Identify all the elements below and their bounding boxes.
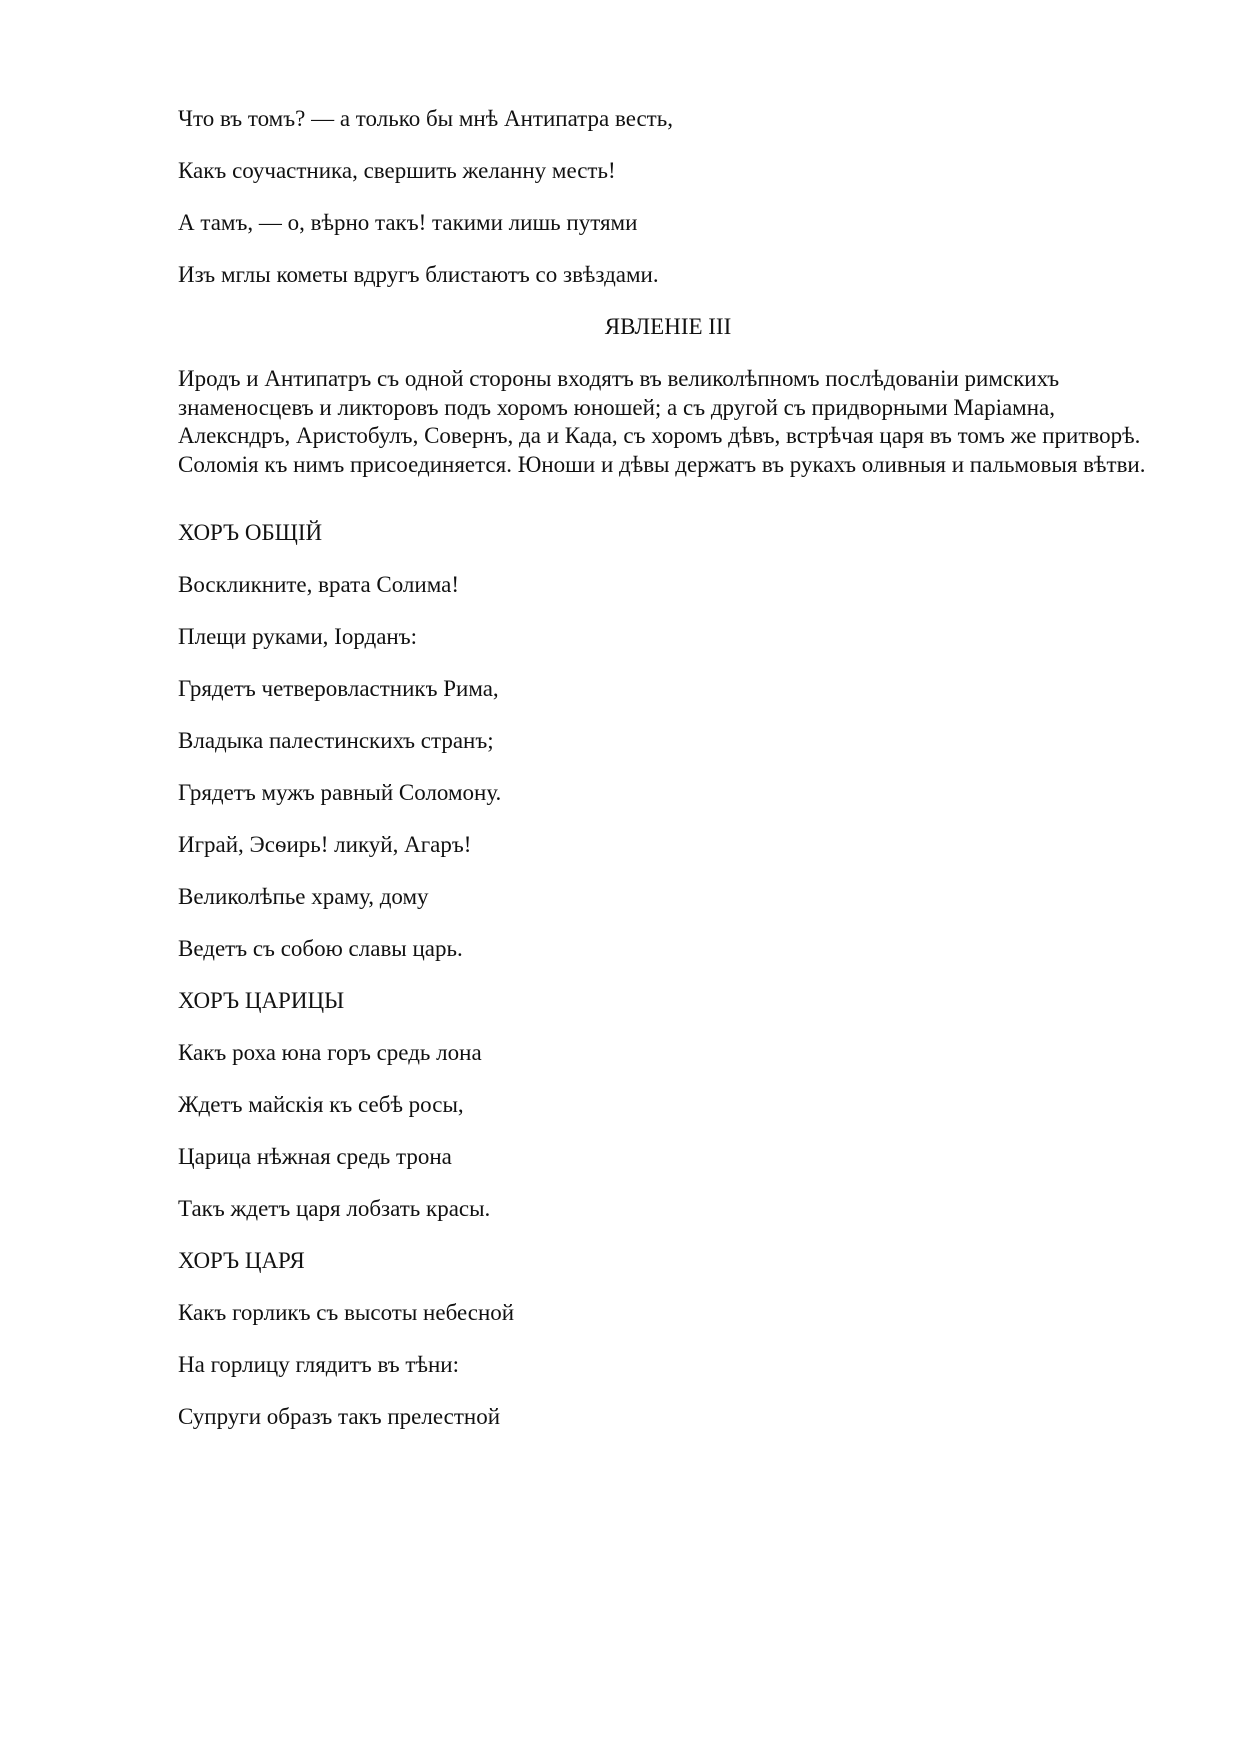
verse-line: Воскликните, врата Солима! xyxy=(178,572,459,597)
verse-line: На горлицу глядитъ въ тѣни: xyxy=(178,1352,459,1377)
verse-line: Ведетъ съ собою славы царь. xyxy=(178,936,463,961)
verse-line: Какъ роха юна горъ средь лона xyxy=(178,1040,482,1065)
chorus-queen-heading: ХОРЪ ЦАРИЦЫ xyxy=(178,988,345,1013)
verse-line: Грядетъ четверовластникъ Рима, xyxy=(178,676,499,701)
verse-line: Владыка палестинскихъ странъ; xyxy=(178,728,494,753)
verse-line: Играй, Эсѳирь! ликуй, Агаръ! xyxy=(178,832,472,857)
verse-line: Ждетъ майскiя къ себѣ росы, xyxy=(178,1092,464,1117)
verse-line: Плещи руками, Iорданъ: xyxy=(178,624,418,649)
verse-line: Великолѣпье храму, дому xyxy=(178,884,429,909)
verse-line: Грядетъ мужъ равный Соломону. xyxy=(178,780,502,805)
verse-line: Какъ соучастника, свершить желанну месть! xyxy=(178,158,616,183)
verse-line: Такъ ждетъ царя лобзать красы. xyxy=(178,1196,491,1221)
chorus-general-heading: ХОРЪ ОБЩIЙ xyxy=(178,520,323,545)
verse-line: Супруги образъ такъ прелестной xyxy=(178,1404,501,1429)
verse-line: Что въ томъ? — а только бы мнѣ Антипатра весть, xyxy=(178,106,673,131)
verse-line: Царица нѣжная средь трона xyxy=(178,1144,452,1169)
stage-direction: Иродъ и Антипатръ съ одной стороны входятъ въ великолѣпномъ послѣдованiи римскихъ знаменосцевъ и ликторовъ подъ хоромъ юношей; а съ другой съ придворными Марiамна, Алексндръ, Аристобулъ, Совернъ, да и Када, съ хоромъ дѣвъ, встрѣчая царя въ томъ же притворѣ. Соломiя къ нимъ присоединяется. Юноши и дѣвы держатъ въ рукахъ оливныя и пальмовыя вѣтви. xyxy=(178,366,1146,477)
scene-heading: ЯВЛЕНIЕ III xyxy=(604,314,732,339)
verse-line: Какъ горликъ съ высоты небесной xyxy=(178,1300,515,1325)
verse-line: Изъ мглы кометы вдругъ блистаютъ со звѣздами. xyxy=(178,262,659,287)
chorus-king-heading: ХОРЪ ЦАРЯ xyxy=(178,1248,305,1273)
verse-line: А тамъ, — о, вѣрно такъ! такими лишь путями xyxy=(178,210,638,235)
